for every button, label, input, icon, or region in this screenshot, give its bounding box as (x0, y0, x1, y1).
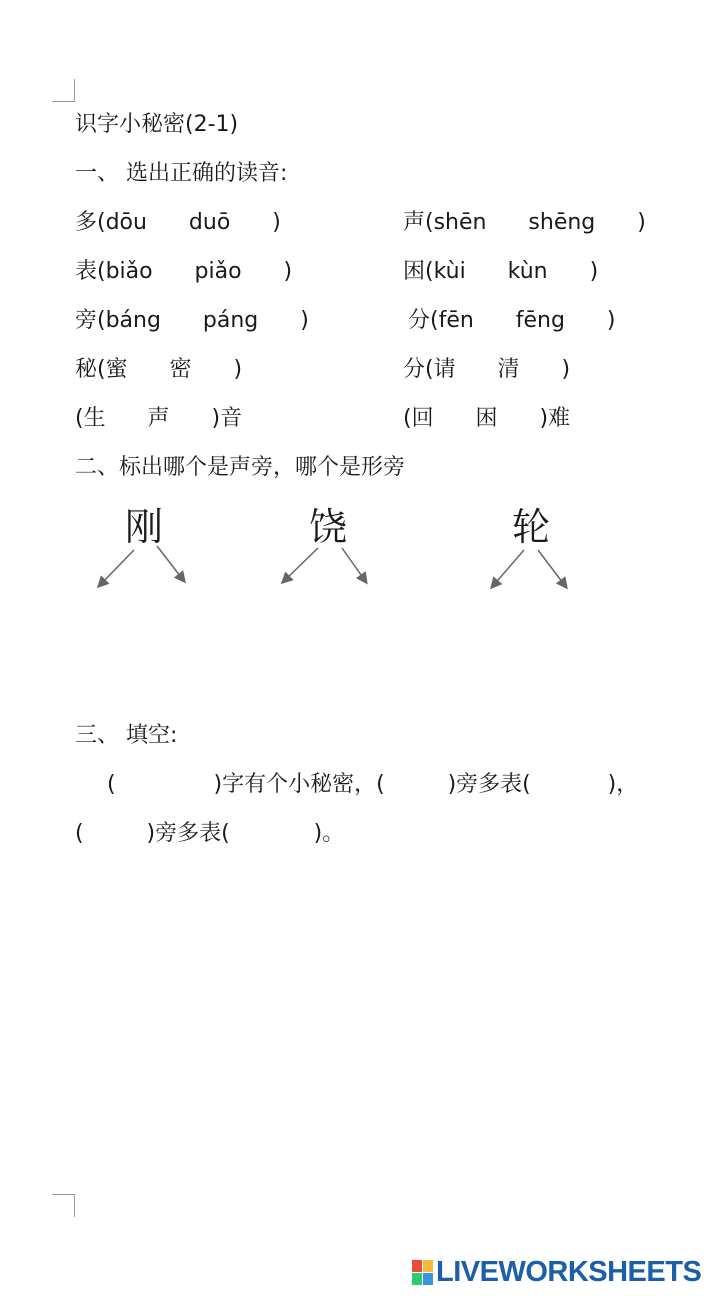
section3-heading: 三、 填空: (75, 723, 178, 748)
pinyin-question-3-left: 旁(báng páng ) (75, 308, 309, 333)
arrow-gang-left (99, 550, 134, 586)
pinyin-question-1-left: 多(dōu duō ) (75, 210, 281, 235)
arrow-lun-right (538, 550, 566, 587)
liveworksheets-logo-icon (412, 1260, 433, 1285)
char-question-2-right: (回 困 )难 (403, 406, 571, 431)
fill-blank-line-1: ( )字有个小秘密，( )旁多表( )， (107, 772, 639, 797)
character-lun: 轮 (512, 505, 551, 549)
section1-heading: 一、 选出正确的读音: (75, 161, 288, 186)
arrow-rao-right (342, 548, 366, 582)
arrow-rao-left (283, 548, 318, 582)
pinyin-question-1-right: 声(shēn shēng ) (403, 210, 646, 235)
character-rao: 饶 (309, 505, 348, 549)
liveworksheets-logo-text: LIVEWORKSHEETS (436, 1255, 702, 1288)
char-question-1-right: 分(请 清 ) (403, 357, 571, 382)
char-question-2-left: (生 声 )音 (75, 406, 243, 431)
worksheet-title: 识字小秘密(2-1) (75, 112, 239, 137)
pinyin-question-2-right: 困(kùi kùn ) (403, 259, 599, 284)
character-gang: 刚 (125, 505, 164, 549)
section2-heading: 二、标出哪个是声旁，哪个是形旁 (75, 455, 406, 480)
char-question-1-left: 秘(蜜 密 ) (75, 357, 243, 382)
fill-blank-line-2: ( )旁多表( )。 (75, 821, 345, 846)
pinyin-question-2-left: 表(biǎo piǎo ) (75, 259, 293, 284)
arrow-lun-left (492, 550, 524, 587)
liveworksheets-logo (412, 1256, 701, 1288)
arrow-gang-right (157, 546, 184, 581)
pinyin-question-3-right: 分(fēn fēng ) (408, 308, 616, 333)
